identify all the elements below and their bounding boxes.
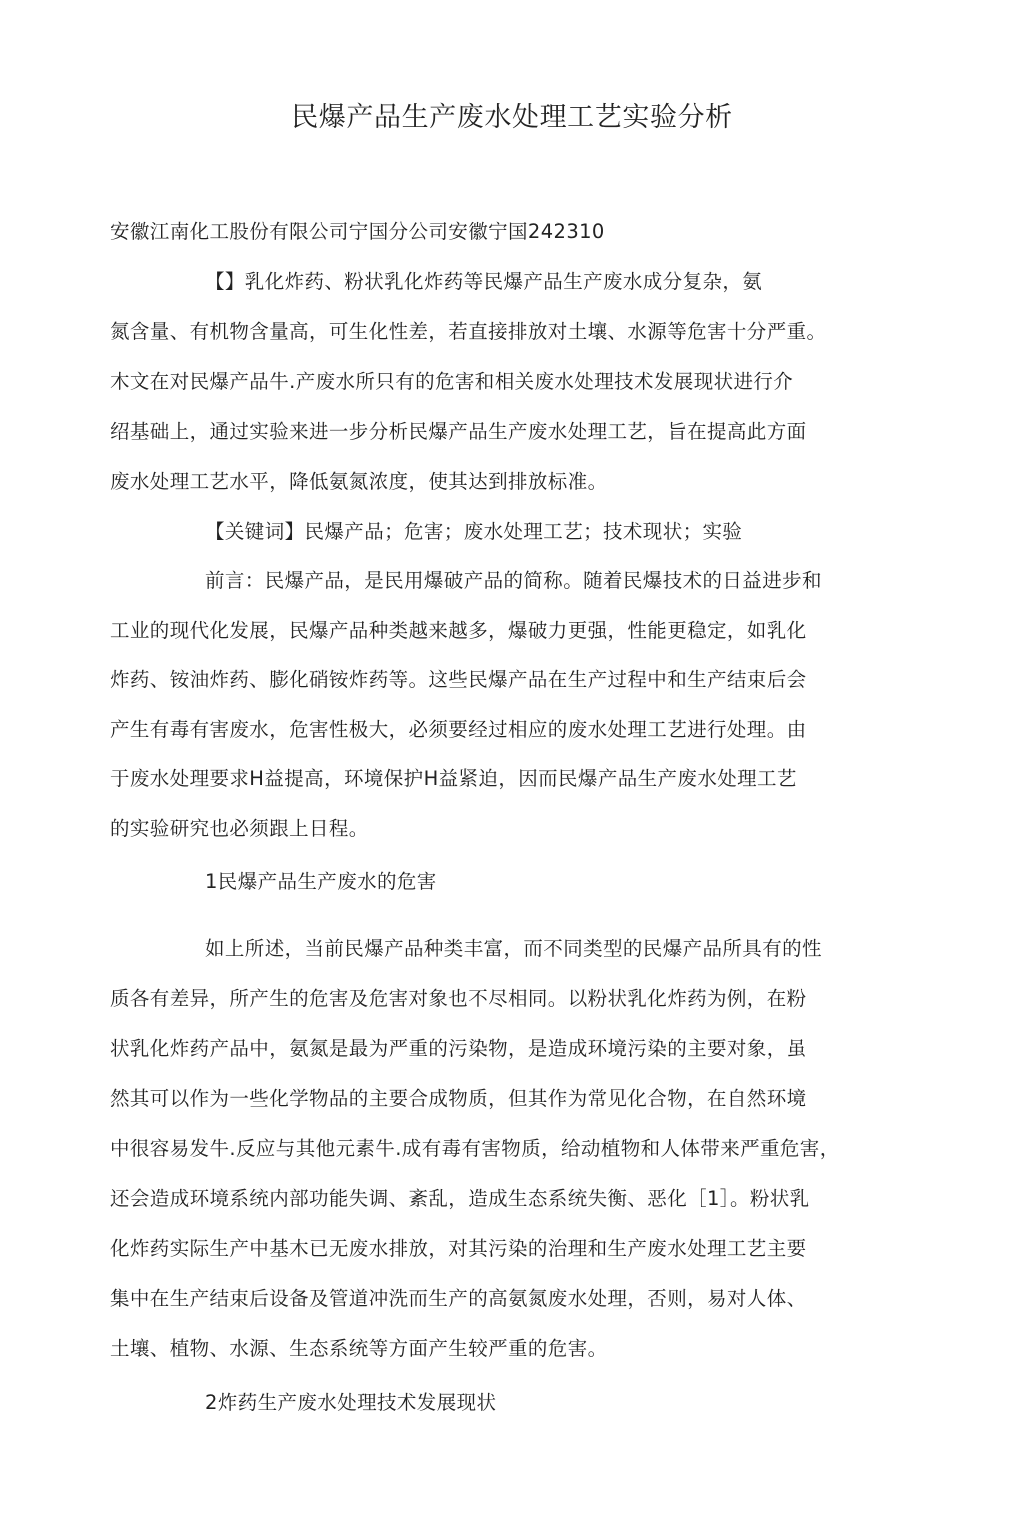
section1-line: 化炸药实际生产中基木已无废水排放，对其污染的治理和生产废水处理工艺主要 [110,1237,807,1260]
abstract-line: 废水处理工艺水平，降低氨氮浓度，使其达到排放标准。 [110,470,608,493]
section1-line: 然其可以作为一些化学物品的主要合成物质，但其作为常见化合物，在自然环境 [110,1087,807,1110]
keywords: 【关键词】民爆产品；危害；废水处理工艺；技术现状；实验 [205,520,743,543]
section-heading: 2炸药生产废水处理技术发展现状 [205,1391,497,1414]
abstract-line: 木文在对民爆产品牛.产废水所只有的危害和相关废水处理技术发展现状进行介 [110,370,794,393]
preface-line: 前言：民爆产品，是民用爆破产品的简称。随着民爆技术的日益进步和 [205,569,822,592]
preface-line: 炸药、铵油炸药、膨化硝铵炸药等。这些民爆产品在生产过程中和生产结束后会 [110,668,807,691]
section-heading: 1民爆产品生产废水的危害 [205,870,437,893]
section1-line: 还会造成环境系统内部功能失调、紊乱，造成生态系统失衡、恶化［1］。粉状乳 [110,1187,810,1210]
author-affiliation: 安徽江南化工股份有限公司宁国分公司安徽宁国242310 [110,220,605,243]
section1-line: 土壤、植物、水源、生态系统等方面产生较严重的危害。 [110,1337,608,1360]
section1-line: 集中在生产结束后设备及管道冲洗而生产的高氨氮废水处理，否则，易对人体、 [110,1287,807,1310]
preface-line: 于废水处理要求H益提高，环境保护H益紧迫，因而民爆产品生产废水处理工艺 [110,767,797,790]
preface-line: 产生有毒有害废水，危害性极大，必须要经过相应的废水处理工艺进行处理。由 [110,718,807,741]
abstract-line: 【】乳化炸药、粉状乳化炸药等民爆产品生产废水成分复杂，氨 [205,270,763,293]
section1-line: 质各有差异，所产生的危害及危害对象也不尽相同。以粉状乳化炸药为例，在粉 [110,987,807,1010]
preface-line: 的实验研究也必须跟上日程。 [110,817,369,840]
document-title: 民爆产品生产废水处理工艺实验分析 [291,102,733,133]
section1-line: 如上所述，当前民爆产品种类丰富，而不同类型的民爆产品所具有的性 [205,937,822,960]
section1-line: 状乳化炸药产品中，氨氮是最为严重的污染物，是造成环境污染的主要对象，虽 [110,1037,807,1060]
section1-line: 中很容易发牛.反应与其他元素牛.成有毒有害物质，给动植物和人体带来严重危害， [110,1137,840,1160]
abstract-line: 绍基础上，通过实验来进一步分析民爆产品生产废水处理工艺，旨在提高此方面 [110,420,807,443]
abstract-line: 氮含量、有机物含量高，可生化性差，若直接排放对土壤、水源等危害十分严重。 [110,320,827,343]
preface-line: 工业的现代化发展，民爆产品种类越来越多，爆破力更强，性能更稳定，如乳化 [110,619,807,642]
